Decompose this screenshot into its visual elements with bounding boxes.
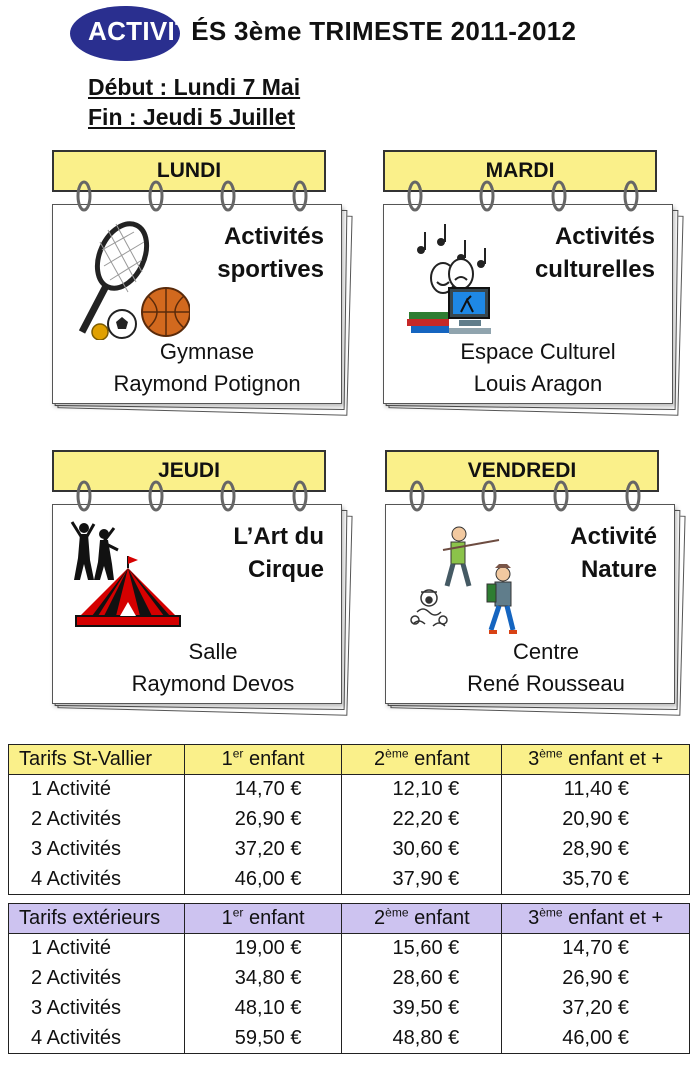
- dancers-icon: [72, 522, 118, 580]
- page-title: [88, 16, 576, 47]
- tarifs-exterieurs-table: [8, 903, 690, 1054]
- table-header-row: [9, 904, 690, 934]
- card-location: Espace Culturel Louis Aragon: [460, 339, 616, 396]
- table-label: Tarifs extérieurs: [9, 904, 185, 934]
- end-date: Fin : Jeudi 5 Juillet: [88, 104, 296, 130]
- card-lundi: [52, 150, 352, 418]
- table-header-row: [9, 745, 690, 775]
- day-tab: VENDREDI: [385, 450, 659, 492]
- card-heading: L’Art du Cirque: [233, 523, 324, 583]
- card-location: Gymnase Raymond Potignon: [113, 339, 301, 396]
- col-header-3: 3ème enfant et +: [502, 745, 690, 775]
- card-location: Salle Raymond Devos: [131, 639, 295, 696]
- title-highlight: ACTIVIT: [88, 16, 192, 46]
- tarifs-st-vallier-table: [8, 744, 690, 895]
- col-header-2: 2ème enfant: [342, 745, 502, 775]
- day-tab: LUNDI: [52, 150, 326, 192]
- table-row: 3 Activités 37,20 € 30,60 € 28,90 €: [9, 835, 690, 865]
- card-vendredi: [385, 450, 685, 718]
- table-row: 1 Activité 14,70 € 12,10 € 11,40 €: [9, 775, 690, 805]
- table-label: Tarifs St-Vallier: [9, 745, 185, 775]
- start-date: Début : Lundi 7 Mai: [88, 74, 301, 100]
- card-jeudi: [52, 450, 352, 718]
- music-notes-icon: [417, 224, 486, 268]
- table-row: 1 Activité 19,00 € 15,60 € 14,70 €: [9, 934, 690, 964]
- table-row: 2 Activités 34,80 € 28,60 € 26,90 €: [9, 964, 690, 994]
- col-header-1: 1er enfant: [184, 745, 342, 775]
- col-header-2: 2ème enfant: [342, 904, 502, 934]
- table-row: 4 Activités 59,50 € 48,80 € 46,00 €: [9, 1024, 690, 1054]
- books-icon: [407, 312, 449, 333]
- computer-icon: [449, 288, 491, 334]
- title-rest: ÉS 3ème TRIMESTE 2011-2012: [191, 16, 577, 46]
- col-header-3: 3ème enfant et +: [502, 904, 690, 934]
- card-heading: Activités sportives: [217, 223, 324, 283]
- binder-rings-icon: [52, 480, 342, 520]
- balls-icon: [92, 288, 190, 340]
- table-row: 2 Activités 26,90 € 22,20 € 20,90 €: [9, 805, 690, 835]
- card-heading: Activité Nature: [570, 523, 657, 583]
- table-row: 4 Activités 46,00 € 37,90 € 35,70 €: [9, 865, 690, 895]
- binder-rings-icon: [385, 480, 675, 520]
- binder-rings-icon: [383, 180, 673, 220]
- binder-rings-icon: [52, 180, 342, 220]
- day-tab: JEUDI: [52, 450, 326, 492]
- card-heading: Activités culturelles: [534, 223, 655, 283]
- card-mardi: [383, 150, 683, 418]
- day-tab: MARDI: [383, 150, 657, 192]
- table-row: 3 Activités 48,10 € 39,50 € 37,20 €: [9, 994, 690, 1024]
- card-location: Centre René Rousseau: [467, 639, 625, 696]
- col-header-1: 1er enfant: [184, 904, 342, 934]
- flowers-icon: [411, 590, 447, 626]
